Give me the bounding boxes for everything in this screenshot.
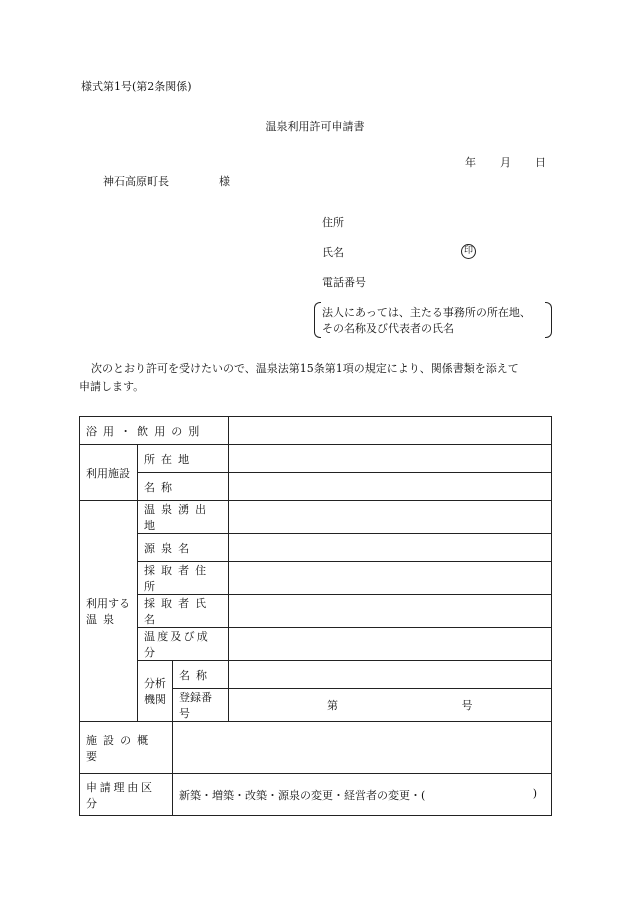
collector-name-label: 採取者氏名 <box>138 595 229 628</box>
date-year-label: 年 <box>465 156 476 169</box>
spring-source-name-label: 源泉名 <box>138 534 229 562</box>
analysis-name-label: 名称 <box>173 661 229 689</box>
table-row <box>80 562 552 595</box>
table-row <box>80 534 552 562</box>
facility-location-field[interactable] <box>229 445 552 473</box>
corporate-note-line-2: その名称及び代表者の氏名 <box>322 322 454 335</box>
facility-group-label: 利用施設 <box>80 445 138 501</box>
facility-name-label: 名称 <box>138 473 229 501</box>
reason-category-label: 申請理由区分 <box>80 774 173 816</box>
body-text-line-1: 次のとおり許可を受けたいので、温泉法第15条第1項の規定により、関係書類を添えて <box>91 362 519 375</box>
reason-options: 新築・増築・改築・源泉の変更・経営者の変更・( <box>179 788 426 802</box>
corporate-note-line-1: 法人にあっては、主たる事務所の所在地、 <box>322 306 531 319</box>
applicant-phone-label: 電話番号 <box>322 276 366 289</box>
table-row <box>80 722 552 774</box>
spring-group-line-2: 温泉 <box>86 613 121 626</box>
bracket-left <box>314 302 321 338</box>
applicant-address-label: 住所 <box>322 216 344 229</box>
applicant-name-label: 氏名 <box>322 246 344 259</box>
temperature-components-field[interactable] <box>229 628 552 661</box>
analysis-org-line-2: 機関 <box>144 693 166 706</box>
temperature-components-label: 温度及び成分 <box>138 628 229 661</box>
facility-name-field[interactable] <box>229 473 552 501</box>
application-table <box>79 416 552 816</box>
spring-group-line-1: 利用する <box>86 597 130 610</box>
bracket-right <box>545 302 552 338</box>
analysis-name-field[interactable] <box>229 661 552 689</box>
collector-address-field[interactable] <box>229 562 552 595</box>
table-row <box>80 473 552 501</box>
table-row <box>80 628 552 661</box>
addressee-name: 神石高原町長 <box>103 175 169 188</box>
table-row <box>80 595 552 628</box>
form-number: 様式第1号(第2条関係) <box>81 80 192 93</box>
bathing-drinking-label: 浴用・飲用の別 <box>80 417 229 445</box>
reg-go-label: 号 <box>461 699 473 712</box>
spring-source-name-field[interactable] <box>229 534 552 562</box>
table-row <box>80 661 552 689</box>
reg-dai-label: 第 <box>327 699 339 712</box>
table-row <box>80 501 552 534</box>
document-title: 温泉利用許可申請書 <box>265 120 365 133</box>
analysis-org-line-1: 分析 <box>144 677 166 690</box>
date-month-label: 月 <box>500 156 511 169</box>
collector-address-label: 採取者住所 <box>138 562 229 595</box>
spring-source-location-field[interactable] <box>229 501 552 534</box>
registration-number-label: 登録番号 <box>173 689 229 722</box>
addressee-honorific: 様 <box>219 175 230 188</box>
table-row <box>80 774 552 816</box>
seal-mark: 印 <box>461 244 476 259</box>
spring-group-label <box>80 501 138 722</box>
facility-overview-field[interactable] <box>173 722 552 774</box>
registration-number-field[interactable] <box>229 689 552 722</box>
table-row <box>80 417 552 445</box>
spring-source-location-label: 温泉湧出地 <box>138 501 229 534</box>
bathing-drinking-field[interactable] <box>229 417 552 445</box>
body-text-line-2: 申請します。 <box>79 380 145 393</box>
facility-overview-label: 施設の概要 <box>80 722 173 774</box>
facility-location-label: 所在地 <box>138 445 229 473</box>
reason-close-paren: ) <box>532 786 537 800</box>
collector-name-field[interactable] <box>229 595 552 628</box>
reason-category-field[interactable] <box>173 774 552 816</box>
date-day-label: 日 <box>535 156 546 169</box>
table-row <box>80 445 552 473</box>
analysis-org-label <box>138 661 173 722</box>
